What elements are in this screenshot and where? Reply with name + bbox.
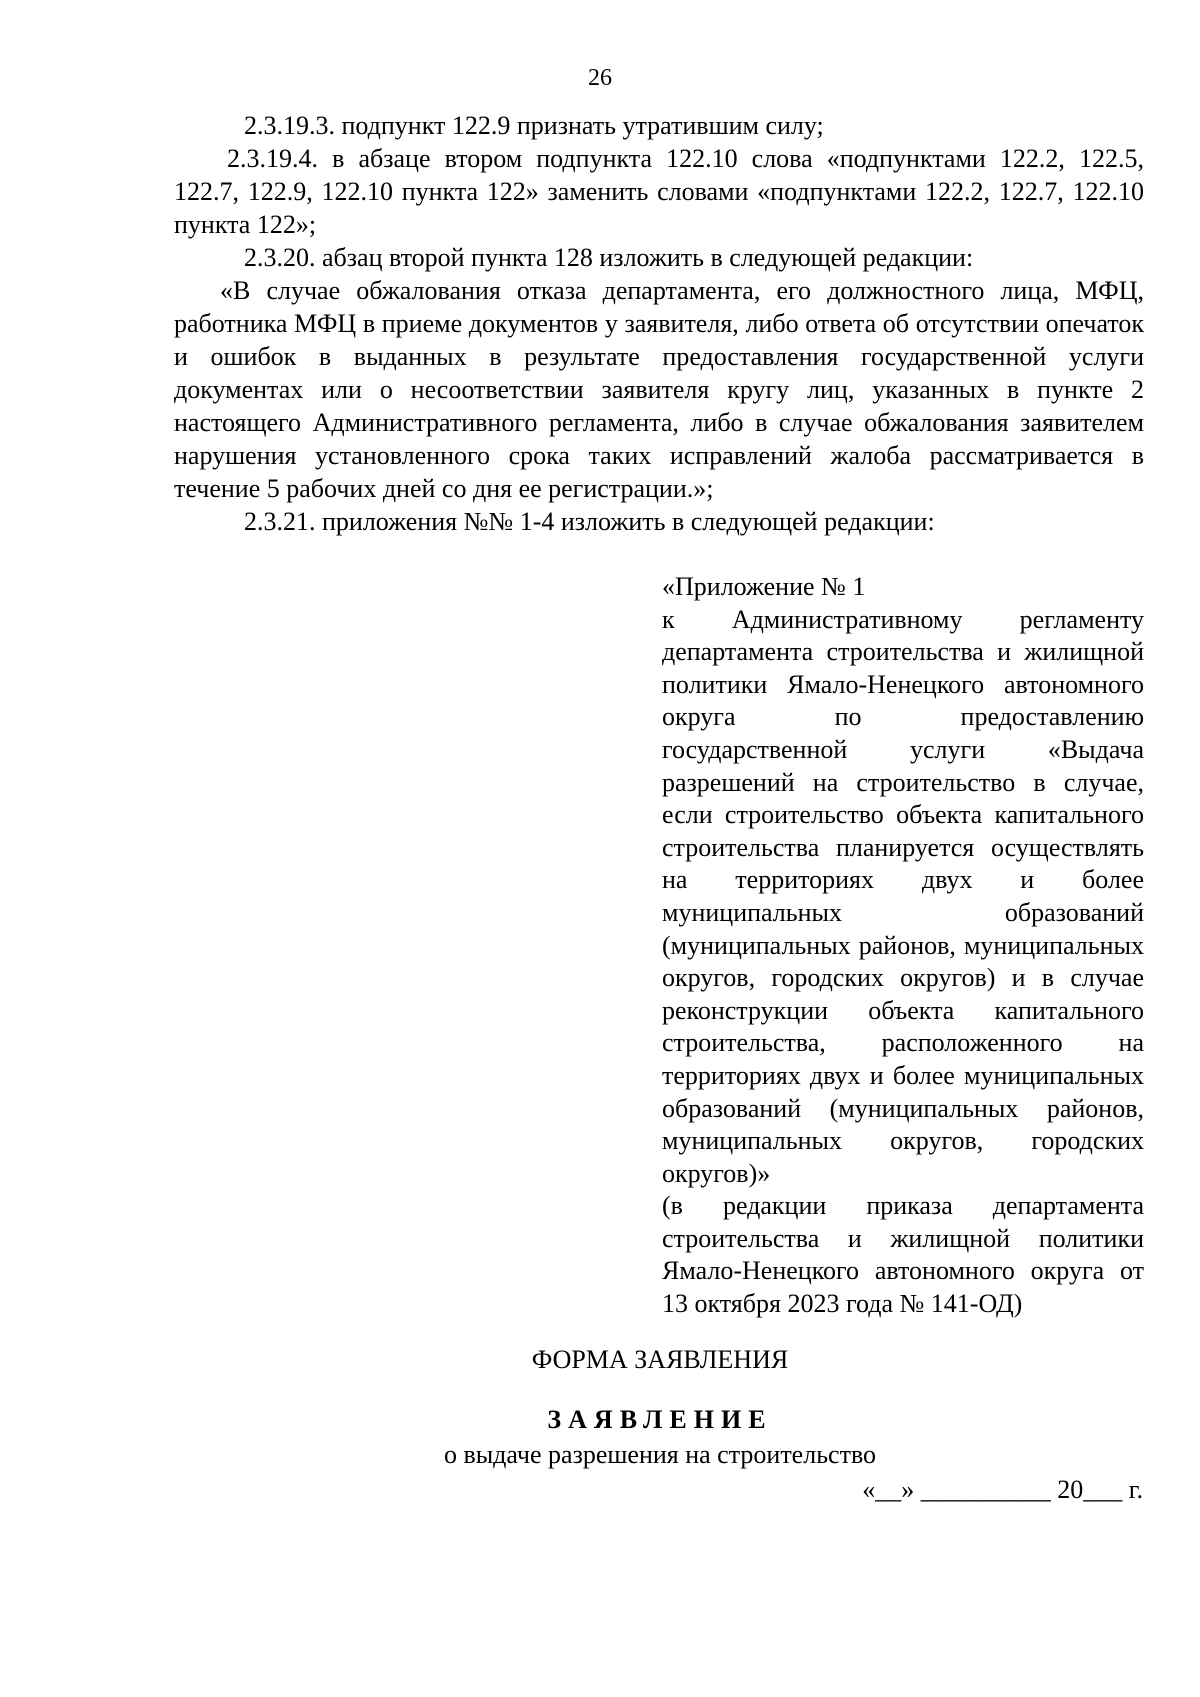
appendix-text: к Административному регламенту департамента строительства и жилищной политики Ямало-Ненецкого автономного округа по предоставлению государственной услуги «Выдача разрешений на строительство в случае, если строительство объекта капитального строительства планируется осуществлять на территориях двух и более муниципальных образований (муниципальных районов, муниципальных округов, городских округов) и в случае реконструкции объекта капитального строительства, расположенного на территориях двух и более муниципальных образований (муниципальных районов, муниципальных округов, городских округов)»	[662, 604, 1144, 1188]
paragraph-2-3-21: 2.3.21. приложения №№ 1-4 изложить в следующей редакции:	[244, 507, 935, 536]
paragraph-2-3-19-4: 2.3.19.4. в абзаце втором подпункта 122.10 слова «подпунктами 122.2, 122.5, 122.7, 122.9, 122.10 пункта 122» заменить словами «подпунктами 122.2, 122.7, 122.10 пункта 122»;	[174, 144, 1144, 239]
appendix-title: «Приложение № 1	[662, 572, 866, 601]
paragraph-2-3-20: 2.3.20. абзац второй пункта 128 изложить в следующей редакции:	[244, 243, 974, 272]
appendix-edition-note: (в редакции приказа департамента строительства и жилищной политики Ямало-Ненецкого автономного округа от 13 октября 2023 года № 141-ОД)	[662, 1191, 1144, 1319]
paragraph-quoted-amendment: «В случае обжалования отказа департамента, его должностного лица, МФЦ, работника МФЦ в приеме документов у заявителя, либо ответа об отсутствии опечаток и ошибок в выданных в результате предоставления государственной услуги документах или о несоответствии заявителя кругу лиц, указанных в пункте 2 настоящего Административного регламента, либо в случае обжалования заявителем нарушения установленного срока таких исправлений жалоба рассматривается в течение 5 рабочих дней со дня ее регистрации.»;	[174, 276, 1144, 503]
appendix-block	[662, 571, 1144, 1321]
application-heading: ЗАЯВЛЕНИЕ	[547, 1405, 773, 1434]
paragraph-2-3-19-3: 2.3.19.3. подпункт 122.9 признать утратившим силу;	[244, 111, 824, 140]
form-title: ФОРМА ЗАЯВЛЕНИЯ	[531, 1345, 789, 1374]
application-subtitle: о выдаче разрешения на строительство	[443, 1440, 877, 1469]
date-line: «__» __________ 20___ г.	[862, 1475, 1143, 1504]
body-text	[174, 109, 1144, 538]
page-number: 26	[588, 65, 612, 91]
